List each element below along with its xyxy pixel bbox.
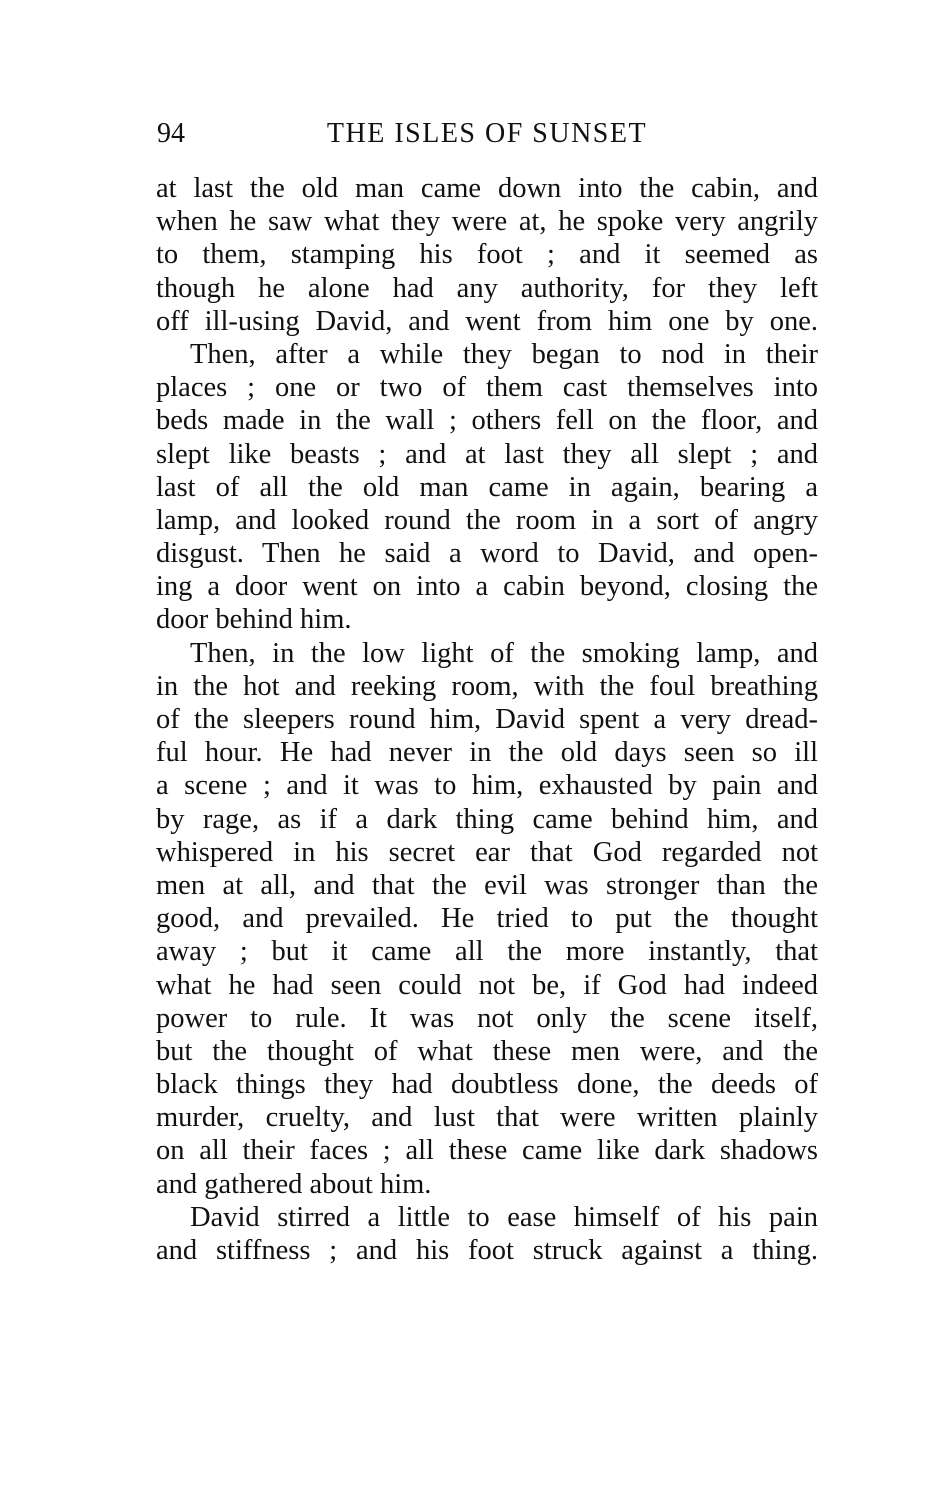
paragraph bbox=[156, 338, 818, 637]
page-number: 94 bbox=[157, 118, 185, 149]
paragraph bbox=[156, 172, 818, 338]
text-line: lamp, and looked round the room in a sort of angry bbox=[156, 504, 818, 536]
running-title: THE ISLES OF SUNSET bbox=[326, 118, 648, 149]
text-line: a scene ; and it was to him, exhausted by pain and bbox=[156, 770, 818, 802]
text-line: places ; one or two of them cast themselves into bbox=[156, 372, 818, 404]
text-line: to them, stamping his foot ; and it seemed as bbox=[156, 239, 818, 271]
paragraph bbox=[156, 637, 818, 1201]
text-line: disgust. Then he said a word to David, and open- bbox=[156, 538, 818, 570]
text-line: Then, in the low light of the smoking lamp, and bbox=[190, 637, 818, 669]
text-line: but the thought of what these men were, and the bbox=[156, 1035, 818, 1067]
text-line: black things they had doubtless done, the deeds of bbox=[156, 1069, 818, 1101]
text-line: power to rule. It was not only the scene itself, bbox=[156, 1002, 818, 1034]
text-line: though he alone had any authority, for they left bbox=[156, 272, 818, 304]
text-line: murder, cruelty, and lust that were written plainly bbox=[156, 1102, 818, 1134]
text-line: slept like beasts ; and at last they all slept ; and bbox=[156, 438, 818, 470]
text-line: away ; but it came all the more instantly, that bbox=[156, 936, 818, 968]
text-line: and gathered about him. bbox=[156, 1168, 432, 1200]
text-line: off ill-using David, and went from him one by one. bbox=[156, 305, 818, 337]
text-line: beds made in the wall ; others fell on the floor, and bbox=[156, 405, 818, 437]
paragraph bbox=[156, 1201, 818, 1267]
text-line: what he had seen could not be, if God had indeed bbox=[156, 969, 818, 1001]
text-line: men at all, and that the evil was stronger than the bbox=[156, 869, 818, 901]
text-line: door behind him. bbox=[156, 604, 352, 636]
text-line: and stiffness ; and his foot struck against a thing. bbox=[156, 1235, 818, 1266]
text-line: last of all the old man came in again, bearing a bbox=[156, 471, 818, 503]
page-header bbox=[157, 112, 817, 156]
text-line: in the hot and reeking room, with the foul breathing bbox=[156, 670, 818, 702]
text-line: Then, after a while they began to nod in their bbox=[190, 338, 818, 370]
text-line: when he saw what they were at, he spoke very angrily bbox=[156, 206, 818, 238]
text-line: of the sleepers round him, David spent a very dread- bbox=[156, 704, 818, 735]
text-line: ing a door went on into a cabin beyond, closing the bbox=[156, 571, 818, 603]
text-line: David stirred a little to ease himself of his pain bbox=[190, 1201, 818, 1233]
text-line: good, and prevailed. He tried to put the thought bbox=[156, 903, 818, 935]
text-line: ful hour. He had never in the old days seen so ill bbox=[156, 737, 818, 769]
text-line: on all their faces ; all these came like dark shadows bbox=[156, 1135, 818, 1167]
text-line: at last the old man came down into the cabin, and bbox=[156, 173, 818, 204]
text-line: whispered in his secret ear that God regarded not bbox=[156, 836, 818, 868]
text-line: by rage, as if a dark thing came behind him, and bbox=[156, 803, 818, 835]
body-text bbox=[156, 172, 818, 1267]
